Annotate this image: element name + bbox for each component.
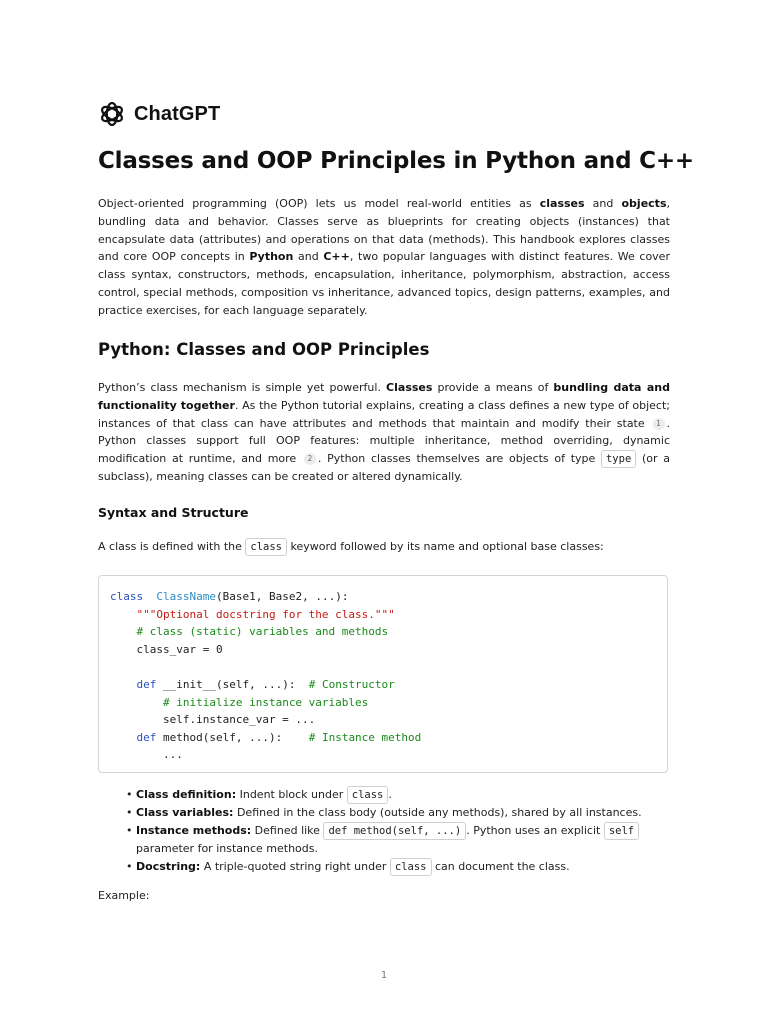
bullet-label: Instance methods:	[136, 823, 252, 837]
bullet-item	[128, 786, 668, 804]
brand-header	[98, 100, 220, 128]
citation-badge[interactable]: 2	[304, 453, 316, 465]
bullet-list	[128, 786, 668, 876]
example-label: Example:	[98, 889, 150, 902]
intro-paragraph: Object-oriented programming (OOP) lets us model real-world entities as classes and objects, bundling data and behavior. Classes serve as blueprints for creating objects (instances) that encapsulate data (attributes) and operations on that data (methods). This handbook explores classes and core OOP concepts in Python and C++, two popular languages with distinct features. We cover class syntax, constructors, methods, encapsulation, inheritance, polymorphism, abstraction, access control, special methods, composition vs inheritance, advanced topics, design patterns, examples, and practice exercises, for each language separately.	[98, 197, 670, 317]
code-token: # class (static) variables and methods	[136, 625, 389, 639]
bullet-item	[128, 804, 668, 822]
code-token: class_var = 0	[110, 642, 223, 656]
inline-code: def method(self, ...)	[323, 822, 466, 840]
code-token	[110, 731, 137, 744]
code-token: ...	[110, 748, 183, 762]
code-token	[110, 625, 137, 638]
bullet-text: parameter for instance methods.	[136, 841, 318, 855]
bullet-item	[128, 822, 668, 858]
code-content	[110, 588, 421, 764]
bullet-text: Indent block under	[236, 788, 347, 801]
inline-code: class	[347, 786, 389, 804]
syntax-intro-paragraph: A class is defined with the class keyword followed by its name and optional base classes:	[98, 538, 670, 556]
openai-logo-icon	[98, 100, 126, 128]
code-block	[98, 575, 668, 773]
inline-code: class	[390, 858, 432, 876]
page-number: 1	[380, 970, 388, 981]
code-token	[143, 590, 156, 603]
inline-code: class	[245, 538, 287, 556]
code-token	[110, 678, 137, 691]
bullet-text: .	[388, 788, 392, 801]
citation-badge[interactable]: 1	[653, 418, 665, 430]
code-token: """Optional docstring for the class."""	[136, 607, 395, 621]
inline-code: type	[601, 450, 636, 468]
bullet-item	[128, 858, 668, 876]
bullet-text: Defined like	[251, 823, 324, 837]
code-token: self.instance_var = ...	[110, 713, 316, 727]
bullet-label: Class definition:	[136, 788, 237, 801]
syntax-heading: Syntax and Structure	[98, 505, 249, 520]
bullet-label: Docstring:	[136, 859, 201, 873]
bullet-label: Class variables:	[136, 806, 234, 819]
brand-name: ChatGPT	[134, 102, 221, 125]
bullet-text: Defined in the class body (outside any methods), shared by all instances.	[233, 806, 642, 819]
bullet-text: . Python uses an explicit	[466, 823, 604, 837]
code-token: (Base1, Base2, ...):	[215, 590, 349, 603]
code-token: class	[110, 590, 144, 603]
python-section-heading: Python: Classes and OOP Principles	[98, 340, 430, 359]
code-token: method(self, ...):	[156, 730, 309, 744]
code-token: # initialize instance variables	[162, 695, 369, 709]
code-token: def	[136, 730, 157, 744]
inline-code: self	[604, 822, 639, 840]
code-token	[110, 696, 163, 709]
code-token	[110, 608, 137, 621]
code-token: def	[136, 677, 157, 691]
code-token: # Constructor	[308, 677, 395, 691]
python-intro-paragraph: Python’s class mechanism is simple yet powerful. Classes provide a means of bundling data and functionality together. As the Python tutorial explains, creating a class defines a new type of object; instances of that class can have attributes and methods that maintain and modify their state 1 . Python classes support full OOP features: multiple inheritance, method overriding, dynamic modification at runtime, and more 2 . Python classes themselves are objects of type type (or a subclass), meaning classes can be created or altered dynamically.	[98, 381, 671, 484]
document-title: Classes and OOP Principles in Python and C++	[98, 148, 694, 174]
bullet-text: A triple-quoted string right under	[200, 859, 390, 873]
bullet-text: can document the class.	[431, 859, 570, 873]
code-token: # Instance method	[308, 730, 422, 744]
code-token: ClassName	[156, 590, 216, 603]
code-token: __init__(self, ...):	[156, 677, 309, 691]
